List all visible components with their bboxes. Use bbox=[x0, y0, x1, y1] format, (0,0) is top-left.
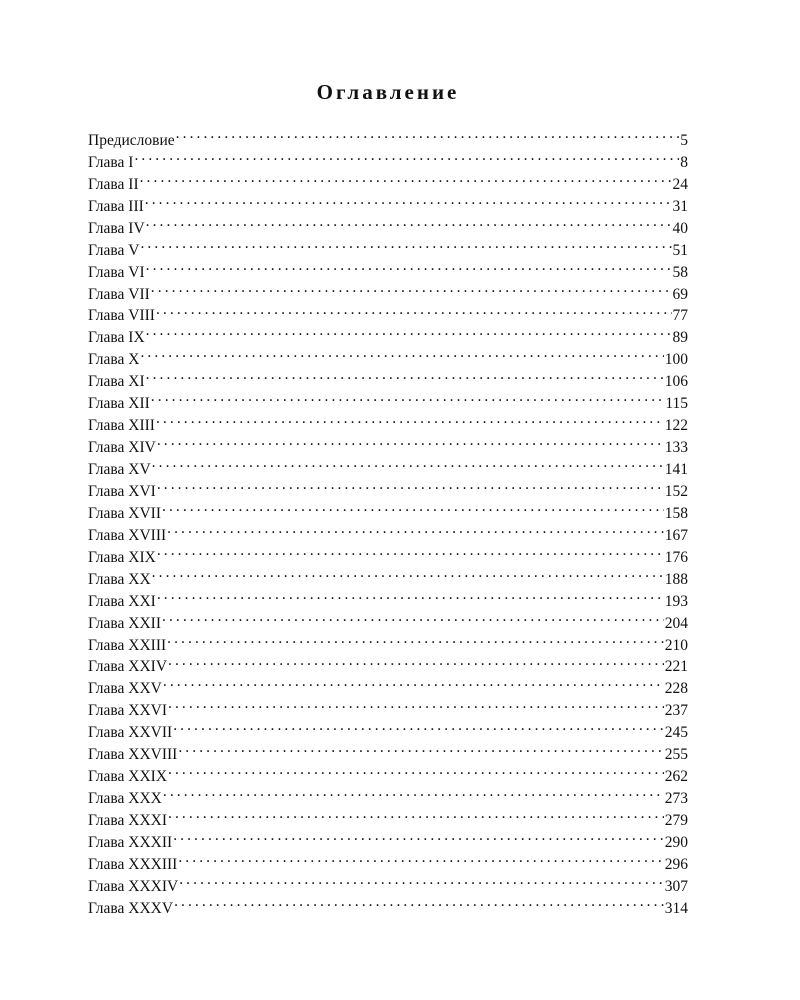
toc-entry bbox=[88, 891, 688, 917]
toc-entry-page-number: 237 bbox=[664, 702, 688, 720]
toc-entry-label: Глава XXXII bbox=[88, 833, 173, 851]
toc-entry-page-number: 69 bbox=[672, 285, 688, 303]
toc-entry-label: Глава XXXI bbox=[88, 812, 168, 829]
toc-entry bbox=[88, 211, 688, 237]
toc-dot-leader bbox=[152, 562, 664, 584]
toc-entry bbox=[88, 364, 688, 391]
toc-entry-page-number: 245 bbox=[664, 724, 688, 742]
toc-dot-leader bbox=[173, 715, 664, 737]
toc-entry bbox=[88, 123, 688, 149]
toc-dot-leader bbox=[174, 891, 664, 913]
toc-dot-leader bbox=[140, 342, 663, 364]
toc-dot-leader bbox=[146, 364, 664, 386]
toc-entry bbox=[88, 737, 688, 764]
toc-entry bbox=[88, 584, 688, 610]
toc-entry-page-number: 133 bbox=[664, 439, 688, 457]
toc-entry bbox=[88, 189, 688, 215]
toc-entry-label: Глава X bbox=[88, 351, 140, 369]
toc-dot-leader bbox=[151, 277, 672, 299]
toc-dot-leader bbox=[168, 803, 664, 825]
toc-entry-label: Глава XXVI bbox=[88, 702, 168, 720]
toc-dot-leader bbox=[140, 233, 671, 255]
toc-dot-leader bbox=[176, 123, 680, 145]
toc-entry-page-number: 24 bbox=[672, 175, 688, 193]
toc-entry bbox=[88, 606, 688, 632]
toc-entry-page-number: 158 bbox=[664, 504, 688, 522]
toc-entry-label: Глава XIII bbox=[88, 417, 155, 435]
toc-dot-leader bbox=[157, 584, 664, 606]
toc-entry-label: Глава XX bbox=[88, 570, 151, 588]
toc-entry-page-number: 307 bbox=[664, 877, 688, 895]
toc-dot-leader bbox=[156, 299, 672, 321]
toc-entry-page-number: 188 bbox=[664, 570, 688, 588]
toc-entry bbox=[88, 408, 688, 435]
toc-entry-label: Глава XXVII bbox=[88, 724, 173, 742]
page-title: Оглавление bbox=[316, 80, 460, 104]
toc-entry bbox=[88, 693, 688, 720]
toc-entry-page-number: 31 bbox=[672, 197, 688, 215]
toc-entry bbox=[88, 628, 688, 654]
toc-entry-page-number: 167 bbox=[664, 526, 688, 544]
toc-dot-leader bbox=[152, 452, 664, 474]
toc-entry-page-number: 58 bbox=[672, 263, 688, 281]
toc-entry-page-number: 193 bbox=[664, 592, 688, 610]
toc-entry-page-number: 100 bbox=[664, 351, 688, 369]
toc-entry-page-number: 228 bbox=[664, 680, 688, 698]
toc-entry-page-number: 204 bbox=[664, 614, 688, 632]
toc-entry-label: Глава II bbox=[88, 175, 139, 193]
toc-entry-label: Глава XIV bbox=[88, 439, 156, 457]
toc-dot-leader bbox=[157, 540, 664, 562]
toc-entry-label: Глава XIX bbox=[88, 548, 156, 566]
toc-dot-leader bbox=[179, 869, 664, 891]
toc-entry-label: Глава XVIII bbox=[88, 526, 167, 544]
toc-entry-label: Глава XXVIII bbox=[88, 746, 178, 764]
toc-dot-leader bbox=[178, 847, 663, 869]
toc-entry bbox=[88, 167, 688, 193]
toc-entry-label: Глава XXI bbox=[88, 592, 156, 610]
toc-entry bbox=[88, 847, 688, 873]
toc-entry-label: Глава XXXIV bbox=[88, 877, 179, 895]
toc-entry bbox=[88, 255, 688, 281]
toc-dot-leader bbox=[168, 693, 664, 715]
toc-dot-leader bbox=[157, 474, 664, 496]
toc-entry-page-number: 122 bbox=[664, 417, 688, 435]
toc-entry bbox=[88, 496, 688, 522]
toc-entry-label: Глава I bbox=[88, 153, 134, 171]
toc-entry-page-number: 51 bbox=[672, 241, 688, 259]
toc-entry-page-number: 176 bbox=[664, 548, 688, 566]
toc-entry bbox=[88, 759, 688, 786]
toc-entry bbox=[88, 671, 688, 698]
toc-dot-leader bbox=[168, 650, 664, 672]
toc-dot-leader bbox=[162, 496, 664, 518]
toc-entry bbox=[88, 518, 688, 544]
toc-entry-page-number: 210 bbox=[664, 636, 688, 654]
toc-entry-label: Глава VII bbox=[88, 285, 150, 303]
toc-entry-page-number: 296 bbox=[664, 855, 688, 873]
toc-entry bbox=[88, 474, 688, 500]
toc-dot-leader bbox=[140, 167, 672, 189]
toc-dot-leader bbox=[157, 430, 664, 452]
toc-entry-page-number: 290 bbox=[664, 833, 688, 851]
toc-entry-page-number: 221 bbox=[664, 658, 688, 676]
toc-entry-label: Глава XVII bbox=[88, 504, 161, 522]
toc-entry-page-number: 115 bbox=[665, 395, 688, 413]
toc-entry-page-number: 77 bbox=[672, 307, 688, 325]
toc-dot-leader bbox=[168, 759, 664, 781]
toc-entry bbox=[88, 869, 688, 895]
table-of-contents bbox=[88, 123, 688, 917]
toc-entry-label: Глава XI bbox=[88, 373, 145, 391]
toc-dot-leader bbox=[146, 211, 672, 233]
toc-dot-leader bbox=[163, 781, 664, 803]
toc-entry-page-number: 262 bbox=[664, 768, 688, 786]
toc-entry-label: Глава XXXIII bbox=[88, 855, 178, 873]
toc-entry-label: Глава XXIX bbox=[88, 768, 168, 786]
toc-entry-page-number: 255 bbox=[664, 746, 688, 764]
toc-entry bbox=[88, 386, 688, 413]
toc-dot-leader bbox=[162, 606, 664, 628]
toc-entry-label: Глава VI bbox=[88, 263, 145, 281]
toc-entry-page-number: 273 bbox=[664, 790, 688, 808]
toc-dot-leader bbox=[145, 189, 672, 211]
toc-entry bbox=[88, 277, 688, 303]
toc-entry-label: Глава XXII bbox=[88, 614, 161, 632]
toc-entry bbox=[88, 540, 688, 566]
toc-dot-leader bbox=[163, 671, 664, 693]
toc-entry-label: Глава XII bbox=[88, 395, 150, 413]
toc-dot-leader bbox=[146, 320, 672, 342]
toc-entry-page-number: 8 bbox=[680, 153, 688, 171]
toc-entry bbox=[88, 233, 688, 259]
toc-entry bbox=[88, 803, 688, 829]
toc-entry bbox=[88, 299, 688, 325]
toc-dot-leader bbox=[178, 737, 663, 759]
toc-entry-page-number: 40 bbox=[672, 219, 688, 237]
toc-entry bbox=[88, 781, 688, 808]
toc-dot-leader bbox=[146, 255, 672, 277]
toc-dot-leader bbox=[173, 825, 664, 847]
toc-entry-page-number: 106 bbox=[664, 373, 688, 391]
toc-entry-label: Глава XXIII bbox=[88, 636, 167, 654]
toc-entry-label: Глава VIII bbox=[88, 307, 155, 325]
toc-dot-leader bbox=[151, 386, 665, 408]
toc-entry bbox=[88, 562, 688, 588]
toc-dot-leader bbox=[167, 518, 664, 540]
toc-entry-label: Глава IX bbox=[88, 329, 145, 347]
toc-entry-page-number: 5 bbox=[680, 131, 688, 149]
toc-entry bbox=[88, 342, 688, 369]
toc-entry-page-number: 141 bbox=[664, 461, 688, 478]
toc-entry-label: Глава XV bbox=[88, 461, 151, 478]
toc-entry bbox=[88, 452, 688, 478]
toc-entry-page-number: 279 bbox=[664, 812, 688, 829]
toc-entry-label: Глава IV bbox=[88, 219, 145, 237]
toc-entry-label: Глава III bbox=[88, 197, 144, 215]
toc-dot-leader bbox=[167, 628, 664, 650]
toc-entry bbox=[88, 145, 688, 171]
toc-entry-label: Глава XXIV bbox=[88, 658, 168, 676]
toc-entry-page-number: 314 bbox=[664, 899, 688, 917]
toc-entry-page-number: 89 bbox=[672, 329, 688, 347]
toc-entry-label: Глава XXV bbox=[88, 680, 162, 698]
toc-entry bbox=[88, 320, 688, 347]
toc-entry bbox=[88, 825, 688, 851]
toc-entry bbox=[88, 715, 688, 742]
toc-entry-label: Глава XXX bbox=[88, 790, 162, 808]
toc-entry bbox=[88, 650, 688, 676]
toc-dot-leader bbox=[134, 145, 679, 167]
toc-entry bbox=[88, 430, 688, 457]
toc-entry-label: Предисловие bbox=[88, 131, 175, 149]
toc-dot-leader bbox=[156, 408, 664, 430]
toc-entry-page-number: 152 bbox=[664, 482, 688, 500]
toc-entry-label: Глава V bbox=[88, 241, 140, 259]
toc-entry-label: Глава XVI bbox=[88, 482, 156, 500]
toc-entry-label: Глава XXXV bbox=[88, 899, 174, 917]
